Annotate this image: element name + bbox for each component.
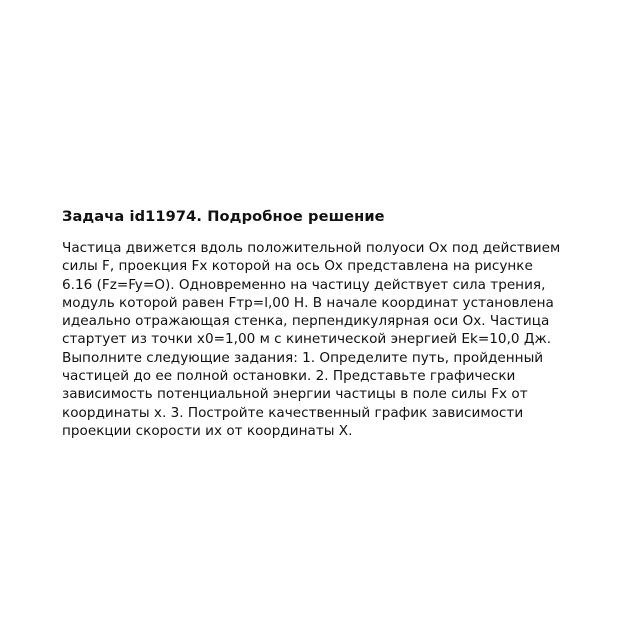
- problem-text-line: зависимость потенциальной энергии частицы в поле силы Fx от: [62, 386, 528, 403]
- problem-text-line: проекции скорости их от координаты Х.: [62, 422, 353, 439]
- problem-text-line: координаты х. 3. Постройте качественный график зависимости: [62, 404, 524, 421]
- problem-text-line: модуль которой равен Fтр=l,00 Н. В начале координат установлена: [62, 294, 554, 311]
- problem-content: [62, 207, 582, 440]
- problem-text-line: 6.16 (Fz=Fy=О). Одновременно на частицу действует сила трения,: [62, 276, 546, 293]
- problem-text-line: Частица движется вдоль положительной полуоси Ох под действием: [62, 240, 561, 256]
- problem-text: [62, 239, 582, 440]
- problem-text-line: частицей до ее полной остановки. 2. Представьте графически: [62, 368, 516, 385]
- problem-text-line: силы F, проекция Fx которой на ось Ох представлена на рисунке: [62, 258, 533, 275]
- problem-text-line: стартует из точки х0=1,00 м с кинетической энергией Ek=10,0 Дж.: [62, 331, 552, 348]
- problem-text-line: идеально отражающая стенка, перпендикулярная оси Ох. Частица: [62, 313, 550, 330]
- problem-text-line: Выполните следующие задания: 1. Определите путь, пройденный: [62, 349, 544, 366]
- problem-title: Задача id11974. Подробное решение: [62, 208, 385, 225]
